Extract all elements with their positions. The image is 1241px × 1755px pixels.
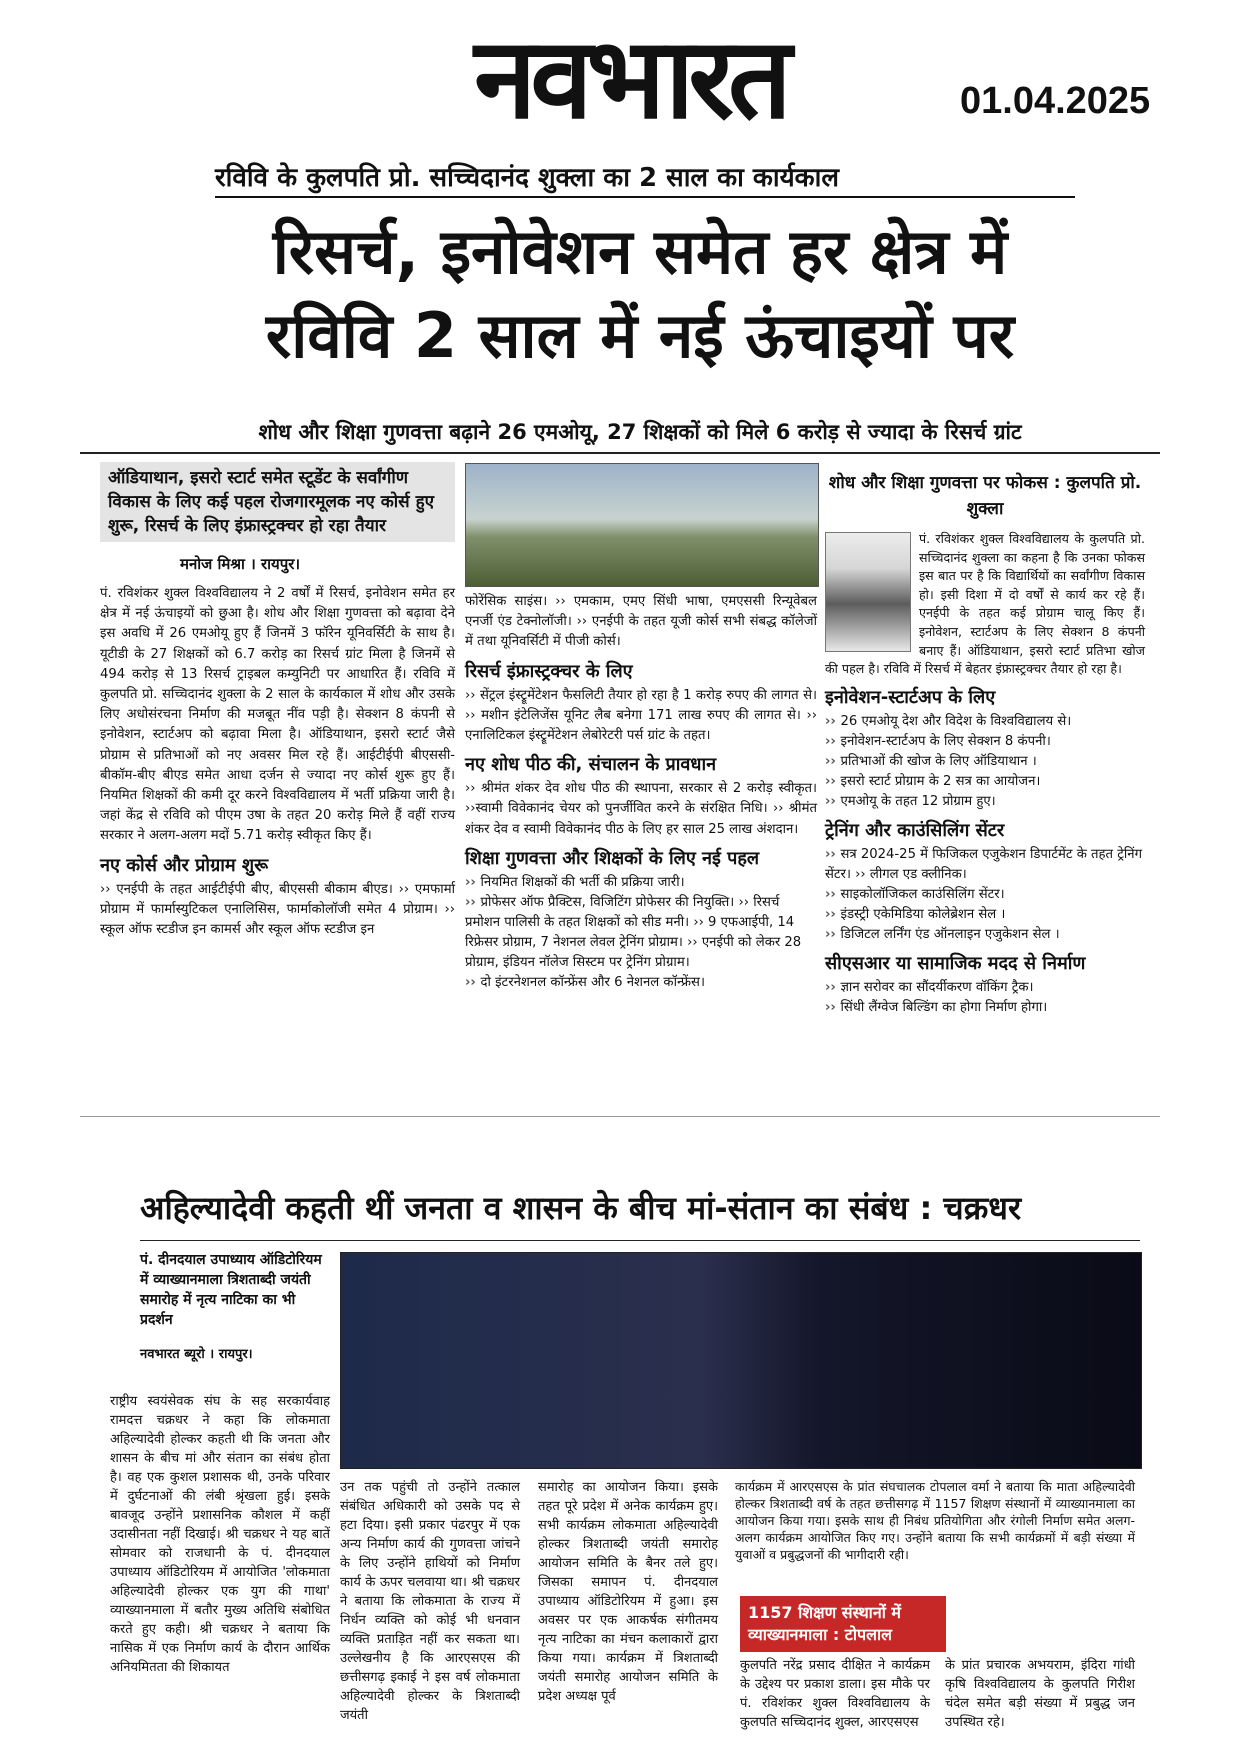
headline-line-1: रिसर्च, इनोवेशन समेत हर क्षेत्र में [272,215,1008,288]
section-heading-courses: नए कोर्स और प्रोग्राम शुरू [100,854,269,876]
courses-text: ›› एनईपी के तहत आईटीईपी बीए, बीएससी बीकाम बीएड। ›› एमफार्मा प्रोग्राम में फार्मास्युटिकल एनालिसिस, फार्माकोलॉजी समेत 4 प्रोग्राम। ›› स्कूल ऑफ स्टडीज इन कामर्स और स्कूल ऑफ स्टडीज इन [100,881,455,938]
vc-box-title: शोध और शिक्षा गुणवत्ता पर फोकस : कुलपति प्रो. शुक्ला [828,473,1142,519]
event-stage-photo [340,1252,1142,1469]
masthead: नवभारत [474,14,786,144]
section-heading-training: ट्रेनिंग और काउंसिलिंग सेंटर [825,819,1005,841]
story-kicker: रविवि के कुलपति प्रो. सच्चिदानंद शुक्ला का 2 साल का कार्यकाल [215,158,1075,198]
divider [80,1116,1160,1117]
chairs-text: ›› श्रीमंत शंकर देव शोध पीठ की स्थापना, सरकार से 2 करोड़ स्वीकृत। ››स्वामी विवेकानंद चेयर को पुनर्जीवित करने के संरक्षित निधि। ›› श्रीमंत शंकर देव व स्वामी विवेकानंद पीठ के लिए हर साल 25 लाख अंशदान। [465,781,817,837]
list-item: ›› प्रोफेसर ऑफ प्रैक्टिस, विजिटिंग प्रोफेसर की नियुक्ति। ›› रिसर्च प्रमोशन पालिसी के तहत शिक्षकों को सीड मनी। ›› 9 एफआईपी, 14 रिफ्रेसर प्रोग्राम, 7 नेशनल लेवल ट्रेनिंग प्रोग्राम। ›› एनईपी को लेकर 28 प्रोग्राम, इंडियन नॉलेज सिस्टम पर ट्रेनिंग प्रोग्राम। [465,893,817,973]
list-item: ›› 26 एमओयू देश और विदेश के विश्वविद्यालय से। [825,712,1145,732]
second-col-1: राष्ट्रीय स्वयंसेवक संघ के सह सरकार्यवाह रामदत्त चक्रधर ने कहा कि लोकमाता अहिल्यादेवी होल्कर कहती थी कि जनता और शासन के बीच मां और संतान का संबंध होता है। वह एक कुशल प्रशासक थी, उनके परिवार में दुर्घटनाओं की लंबी श्रृंखला हुई। इसके बावजूद उन्होंने प्रशासनिक कौशल में कहीं उदासीनता नहीं दिखाई। श्री चक्रधर ने यह बातें सोमवार को राजधानी के पं. दीनदयाल उपाध्याय ऑडिटोरियम में आयोजित 'लोकमाता अहिल्यादेवी होल्कर एक युग की गाथा' व्याख्यानमाला में बतौर मुख्य अतिथि संबोधित करते हुए कही। श्री चक्रधर ने बताया कि नासिक में एक निर्माण कार्य के दौरान आर्थिक अनियमितता की शिकायत [110,1394,330,1675]
infra-text: ›› सेंट्रल इंस्ट्रूमेंटेशन फैसलिटी तैयार हो रहा है 1 करोड़ रुपए की लागत से। ›› मशीन इंटेलिजेंस यूनिट लैब बनेगा 171 लाख रुपए की लागत से। ›› एनालिटिकल इंस्ट्रूमेंटेशन लेबोरेटरी पर्स ग्रांट के तहत। [465,687,817,744]
section-heading-csr: सीएसआर या सामाजिक मदद से निर्माण [825,952,1086,974]
headline-line-2: रविवि 2 साल में नई ऊंचाइयों पर [265,299,1015,372]
list-item: ›› सत्र 2024-25 में फिजिकल एजुकेशन डिपार्टमेंट के तहत ट्रेनिंग सेंटर। ›› लीगल एड क्लीनिक। [825,845,1145,885]
second-headline: अहिल्यादेवी कहती थीं जनता व शासन के बीच मां-संतान का संबंध : चक्रधर [140,1189,1022,1227]
courses-continued: फोरेंसिक साइंस। ›› एमकाम, एमए सिंधी भाषा, एमएससी रिन्यूवेबल एनर्जी एंड टेक्नोलॉजी। ›› एनईपी के तहत यूजी कोर्स सभी संबद्ध कॉलेजों में तथा यूनिवर्सिटी में पीजी कोर्स। [465,594,817,650]
inset-highlight-box: 1157 शिक्षण संस्थानों में व्याख्यानमाला : टोपलाल [740,1596,946,1652]
list-item: ›› इनोवेशन-स्टार्टअप के लिए सेक्शन 8 कंपनी। [825,732,1145,752]
list-item: ›› एमओयू के तहत 12 प्रोग्राम हुए। [825,792,1145,812]
divider [80,452,1160,454]
second-col-5-bottom: के प्रांत प्रचारक अभयराम, इंदिरा गांधी कृषि विश्वविद्यालय के कुलपति गिरीश चंदेल समेत बड़ी संख्या में प्रबुद्ध जन उपस्थित रहे। [945,1658,1135,1730]
publication-date: 01.04.2025 [960,80,1151,122]
second-col-4-top: कार्यक्रम में आरएसएस के प्रांत संघचालक टोपलाल वर्मा ने बताया कि माता अहिल्यादेवी होल्कर त्रिशताब्दी वर्ष के तहत छत्तीसगढ़ में 1157 शिक्षण संस्थानों में व्याख्यानमाला का आयोजन किया गया। इसके साथ ही निबंध प्रतियोगिता और रंगोली निर्माण समेत अलग-अलग कार्यक्रम आयोजित किए गए। उन्होंने बताया कि सभी कार्यक्रमों में बड़ी संख्या में युवाओं व प्रबुद्धजनों की भागीदारी रही। [735,1479,1135,1562]
list-item: ›› नियमित शिक्षकों की भर्ती की प्रक्रिया जारी। [465,873,817,893]
list-item: ›› इसरो स्टार्ट प्रोग्राम के 2 सत्र का आयोजन। [825,772,1145,792]
training-list [825,845,1145,945]
vc-quote: पं. रविशंकर शुक्ल विश्वविद्यालय के कुलपति प्रो. सच्चिदानंद शुक्ला का कहना है कि उनका फोकस इस बात पर है कि विद्यार्थियों का सर्वांगीण विकास हो। इसी दिशा में दो वर्षों से कार्य कर रहे हैं। एनईपी के तहत कई प्रोग्राम चालू किए हैं। इनोवेशन, स्टार्टअप के लिए सेक्शन 8 कंपनी बनाए हैं। ऑडियाथान, इसरो स्टार्ट प्रतिभा खोज की पहल है। रविवि में रिसर्च में बेहतर इंफ्रास्ट्रक्चर तैयार हो रहा है। [825,531,1145,677]
list-item: ›› प्रतिभाओं की खोज के लिए ऑडियाथान । [825,752,1145,772]
second-byline: नवभारत ब्यूरो । रायपुर। [140,1347,253,1362]
byline: मनोज मिश्रा । रायपुर। [180,555,301,573]
section-heading-chairs: नए शोध पीठ की, संचालन के प्रावधान [465,754,717,776]
main-headline [140,210,1140,378]
vc-portrait [825,532,911,652]
section-heading-innovation: इनोवेशन-स्टार्टअप के लिए [825,686,996,708]
list-item: ›› साइकोलॉजिकल काउंसिलिंग सेंटर। [825,885,1145,905]
innovation-list [825,712,1145,812]
left-column [100,462,455,940]
second-col-2: उन तक पहुंची तो उन्होंने तत्काल संबंधित अधिकारी को उसके पद से हटा दिया। इसी प्रकार पंढरपुर में एक अन्य निर्माण कार्य की गुणवत्ता जांचने के लिए उन्होंने हाथियों को निर्माण कार्य के ऊपर चलवाया था। श्री चक्रधर ने बताया कि लोकमाता के राज्य में निर्धन व्यक्ति को कोई भी धनवान व्यक्ति प्रताड़ित नहीं कर सकता था। उल्लेखनीय है कि आरएसएस की छत्तीसगढ़ इकाई ने इस वर्ष लोकमाता अहिल्यादेवी होल्कर के त्रिशताब्दी जयंती [340,1480,520,1723]
list-item: ›› ज्ञान सरोवर का सौंदर्यीकरण वॉकिंग ट्रैक। [825,978,1145,998]
list-item: ›› डिजिटल लर्निंग एंड ऑनलाइन एजुकेशन सेल । [825,925,1145,945]
middle-column [465,592,817,993]
second-intro: पं. दीनदयाल उपाध्याय ऑडिटोरियम में व्याख्यानमाला त्रिशताब्दी जयंती समारोह में नृत्य नाटिका का भी प्रदर्शन [140,1252,322,1328]
list-item: ›› इंडस्ट्री एकेमिडिया कोलेब्रेशन सेल । [825,905,1145,925]
second-col-4-bottom: कुलपति नरेंद्र प्रसाद दीक्षित ने कार्यक्रम के उद्देश्य पर प्रकाश डाला। इस मौके पर पं. रविशंकर शुक्ल विश्वविद्यालय के कुलपति सच्चिदानंद शुक्ल, आरएसएस [740,1658,930,1730]
university-building-photo [465,463,819,587]
right-column [825,470,1145,1018]
section-heading-infra: रिसर्च इंफ्रास्ट्रक्चर के लिए [465,660,633,682]
list-item: ›› दो इंटरनेशनल कॉन्फ्रेंस और 6 नेशनल कॉन्फ्रेंस। [465,973,817,993]
section-heading-quality: शिक्षा गुणवत्ता और शिक्षकों के लिए नई पहल [465,847,760,869]
sub-headline: शोध और शिक्षा गुणवत्ता बढ़ाने 26 एमओयू, 27 शिक्षकों को मिले 6 करोड़ से ज्यादा के रिसर्च ग्रांट [258,420,1022,444]
quality-list [465,873,817,993]
second-left-column [140,1250,330,1370]
csr-list [825,978,1145,1018]
second-col-3: समारोह का आयोजन किया। इसके तहत पूरे प्रदेश में अनेक कार्यक्रम हुए। सभी कार्यक्रम लोकमाता अहिल्यादेवी होल्कर त्रिशताब्दी जयंती समारोह आयोजन समिति के बैनर तले हुए। जिसका समापन पं. दीनदयाल उपाध्याय ऑडिटोरियम में हुआ। इस अवसर पर एक आकर्षक संगीतमय नृत्य नाटिका का मंचन कलाकारों द्वारा किया गया। कार्यक्रम में त्रिशताब्दी जयंती समारोह आयोजन समिति के प्रदेश अध्यक्ष पूर्व [538,1480,718,1704]
intro-box: ऑडियाथान, इसरो स्टार्ट समेत स्टूडेंट के सर्वांगीण विकास के लिए कई पहल रोजगारमूलक नए कोर्स हुए शुरू, रिसर्च के लिए इंफ्रास्ट्रक्चर हो रहा तैयार [100,462,455,542]
divider [140,1240,1140,1241]
story-body: पं. रविशंकर शुक्ल विश्वविद्यालय ने 2 वर्षों में रिसर्च, इनोवेशन समेत हर क्षेत्र में नई ऊंचाइयों को छुआ है। शोध और शिक्षा गुणवत्ता को बढ़ावा देने इस अवधि में 26 एमओयू हुए हैं जिनमें 3 फॉरेन यूनिवर्सिटी के साथ है। यूटीडी के 27 शिक्षकों को 6.7 करोड़ का रिसर्च ग्रांट मिला है जिनमें से 494 करोड़ से 13 रिसर्च ट्राइबल कम्युनिटी पर आधारित हैं। रविवि में कुलपति प्रो. सच्चिदानंद शुक्ला के 2 साल के कार्यकाल में शोध और उसके लिए अधोसंरचना निर्माण की मजबूत नींव पड़ी है। सेक्शन 8 कंपनी से इनोवेशन, स्टार्टअप को बढ़ावा मिला है। ऑडियाथान, इसरो स्टार्ट जैसे प्रोग्राम से प्रतिभाओं को नए अवसर मिल रहे हैं। आईटीईपी बीएससी-बीकॉम-बीए बीएड समेत आधा दर्जन से ज्यादा नए कोर्स शुरू हुए हैं। नियमित शिक्षकों की कमी दूर करने विश्वविद्यालय में भर्ती प्रक्रिया जारी है। जहां केंद्र से रविवि को पीएम उषा के तहत 20 करोड़ मिले हैं वहीं राज्य सरकार ने अलग-अलग मदों 5.71 करोड़ स्वीकृत किए हैं। [100,586,455,844]
list-item: ›› सिंधी लैंग्वेज बिल्डिंग का होगा निर्माण होगा। [825,998,1145,1018]
